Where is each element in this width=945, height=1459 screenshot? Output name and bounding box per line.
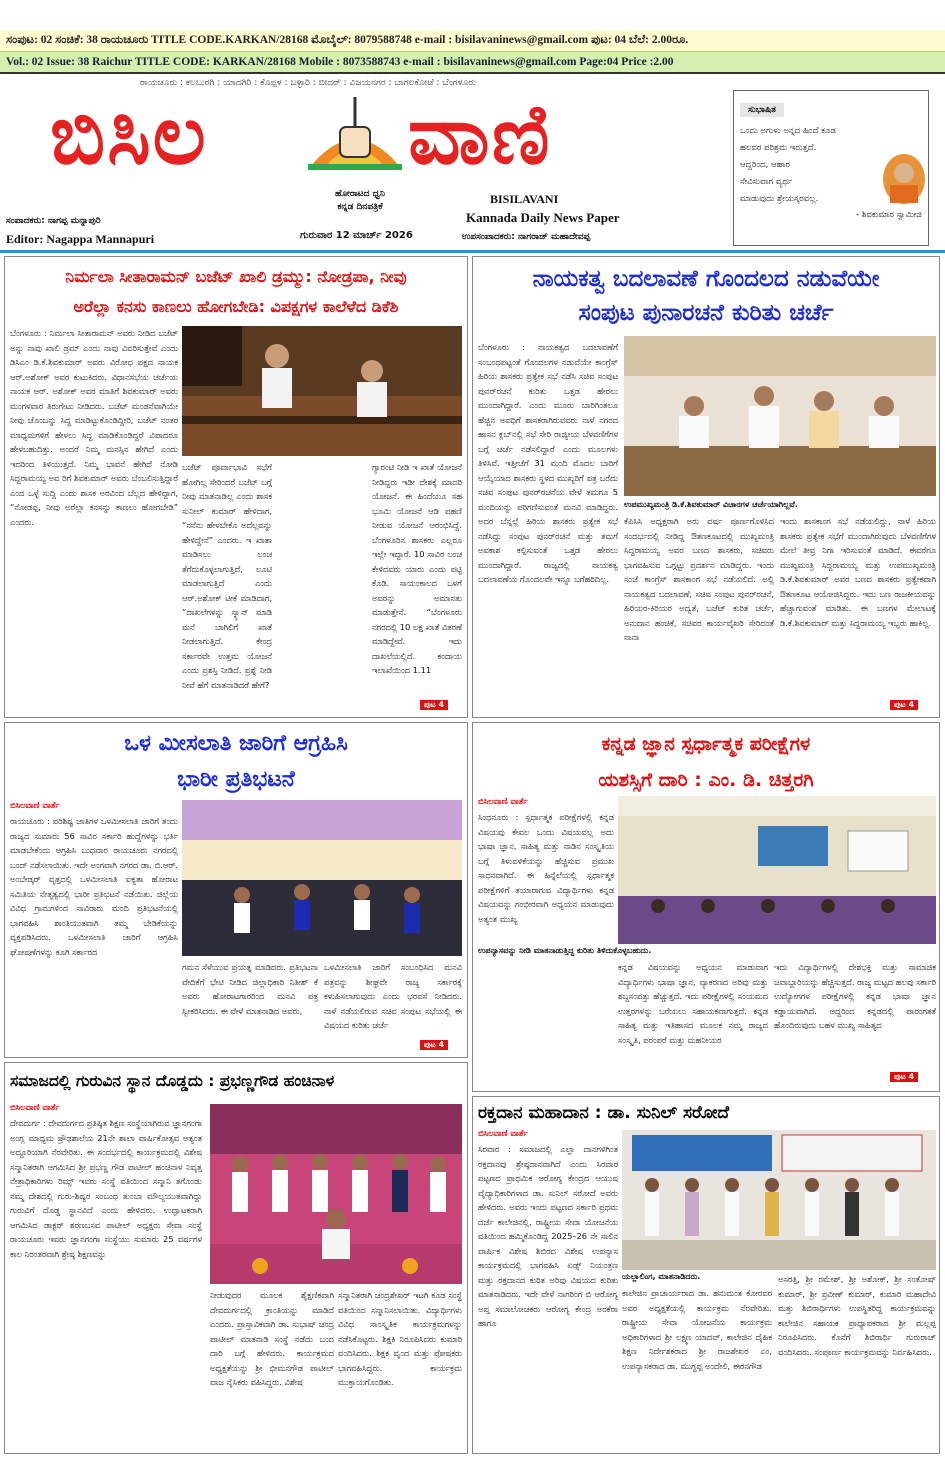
felicitation-photo bbox=[210, 1104, 462, 1284]
headline-line: ಭಾರೀ ಪ್ರತಿಭಟನೆ bbox=[177, 767, 295, 792]
continued-page-tag: ಪುಟ 4 bbox=[420, 700, 448, 710]
cities-line: ರಾಯಚೂರು : ಕಲಬುರಗಿ : ಯಾದಗಿರಿ : ಕೊಪ್ಪಳ : ಬಳ್ಳಾರಿ : ಬೀದರ್ : ವಿಜಯನಗರ : ಬಾಗಲಕೋಟೆ : ಬೆಂಗಳೂರು bbox=[140, 78, 476, 88]
headline-line: ಒಳ ಮೀಸಲಾತಿ ಜಾರಿಗೆ ಆಗ್ರಹಿಸಿ bbox=[124, 731, 348, 756]
headline-line: ನಾಯಕತ್ವ ಬದಲಾವಣೆ ಗೊಂದಲದ ನಡುವೆಯೇ bbox=[532, 266, 880, 292]
article-protest-col1: ರಾಯಚೂರು : ಪರಿಶಿಷ್ಟ ಜಾತಿಗಳ ಒಳಮೀಸಲಾತಿ ಜಾರಿಗೆ ತಂದು ರಾಜ್ಯದ ಸುಮಾರು 56 ಸಾವಿರ ಸರ್ಕಾರಿ ಹುದ್ದೆಗಳನ್ನು ಭರ್ತಿ ಮಾಡಬೇಕೆಂದು ಆಗ್ರಹಿಸಿ ಬುಧವಾರ ರಾಯಚೂರು ನಗರದಲ್ಲಿ ಬಂದ್ ನಡೆಸಲಾಯಿತು. ಇದೇ ಅಂಗವಾಗಿ ನಗರದ ಡಾ. ಬಿ.ಆರ್. ಅಂಬೇಡ್ಕರ್ ವೃತ್ತದಲ್ಲಿ ಒಳಮೀಸಲಾತಿ ಐಕ್ಯತಾ ಹೋರಾಟ ಸಮಿತಿಯ ನೇತೃತ್ವದಲ್ಲಿ ಭಾರೀ ಪ್ರತಿಭಟನೆ ನಡೆಯಿತು. ಜಿಲ್ಲೆಯ ವಿವಿಧ ಗ್ರಾಮಗಳಿಂದ ಸಾವಿರಾರು ಮಂದಿ ಪ್ರತಿಭಟನೆಯಲ್ಲಿ ಭಾಗವಹಿಸಿ ಶಾಂತಿಯುತವಾಗಿ ತಮ್ಮ ಬೇಡಿಕೆಯನ್ನು ವ್ಯಕ್ತಪಡಿಸಿದರು. ಒಳಮೀಸಲಾತಿ ಜಾರಿಗೆ ಆಗ್ರಹಿಸಿ ಘೋಷಣೆಗಳನ್ನು ಕೂಗಿ ಸರ್ಕಾರದ bbox=[10, 816, 178, 957]
article-budget-col3: ಗ್ಯಾರಂಟಿ ನೀಡಿ ಇ ಖಾತೆ ಯೋಜನೆ ನೀಡಿದ್ದರು ಇಡೀ ದೇಶಕ್ಕೆ ಮಾದರಿ ಯೋಜನೆ. ಈ ಹಿಂದೆಯೂ ಸಹ ಭೂಮಿ ಯೋಜನೆ ಆಡಿ ಪಹಣಿ ನೀಡುವ ಯೋಜನೆ ಆರಂಭಿಸಿದ್ದೆ. ಬೆಂಗಳೂರಿನ ಶಾಸಕರು ಎಲ್ಲರೂ ಇಲ್ಲೇ ಇದ್ದಾರೆ. 10 ಸಾವಿರ ಲಂಚ ಕೇಳಿದವರು ಯಾರು ಎಂದು ಪಟ್ಟಿ ಕೊಡಿ. ಸಾಯಂಕಾಲದ ಒಳಗೆ ಅವರನ್ನು ಅಮಾನತು ಮಾಡುತ್ತೇನೆ. “ಬೆಂಗಳೂರು ನಗರದಲ್ಲಿ 10 ಲಕ್ಷ ಖಾತೆ ವಿತರಣೆ ಮಾಡಿದ್ದೇವೆ. ಇದು ದಾಖಲೆಯಲ್ಲಿದೆ. ಕಂದಾಯ ಇಲಾಖೆಯಿಂದ 1.11 bbox=[372, 462, 462, 675]
article-guru-col3: ಸನ್ಮಾನಿತರಾಗಿ ಚಂದ್ರಶೇಖರ್ ಇಟಗಿ ಕೂಡ ಸಂಸ್ಥೆ ವತಿಯಿಂದ ಸನ್ಮಾನಿಸಲಾಯಿತು. ವಿದ್ಯಾರ್ಥಿಗಳು ವಿವಿಧ ಸಾಂಸ್ಕೃತಿಕ ಕಾರ್ಯಕ್ರಮಗಳನ್ನು ನಡೆಸಿಕೊಟ್ಟರು. ಶಿಕ್ಷಕಿ ನಿರೂಪಿಸಿದರು ಕುಮಾರಿ ವಂದಿಸಿದರು. ಶಿಕ್ಷಕ ವೃಂದ ಮತ್ತು ಪೋಷಕರು ಭಾಗವಹಿಸಿದ್ದರು. ಕಾರ್ಯಕ್ರಮ ಮುಕ್ತಾಯಗೊಂಡಿತು. bbox=[338, 1290, 462, 1387]
reporter-byline: ಬಿಸಿಲವಾಣಿ ವಾರ್ತೆ bbox=[478, 1128, 528, 1138]
continued-page-tag: ಪುಟ 4 bbox=[890, 1072, 918, 1082]
masthead-line-english: Vol.: 02 Issue: 38 Raichur TITLE CODE: KARKAN/28168 Mobile : 8073588743 e-mail : bisilavaninews@gmail.com Page:04 Price :2.00 bbox=[0, 52, 945, 74]
classroom-photo bbox=[618, 796, 936, 944]
protest-photo bbox=[182, 800, 462, 956]
article-blood-donation-col2: ಕಾಲೇಜಿನ ಪ್ರಾಚಾರ್ಯರಾದ ಡಾ. ಹನುಮಂತ ಕೋರವರ ಅವರ ಅಧ್ಯಕ್ಷತೆಯಲ್ಲಿ ಕಾರ್ಯಕ್ರಮ ನೆರವೇರಿತು. ರಾಷ್ಟ್ರೀಯ ಸೇವಾ ಯೋಜನೆಯ ಕಾರ್ಯಕ್ರಮ ಅಧಿಕಾರಿಗಳಾದ ಶ್ರೀ ಲಕ್ಷ್ಮಣ ಯಾದವ್, ಕಾಲೇಜಿನ ದೈಹಿಕ ಶಿಕ್ಷಣ ನಿರ್ದೇಶಕರಾದ ಶ್ರೀ ರಾಜಶೇಖರ ಎಂ, ಉಪನ್ಯಾಸಕರಾದ ಡಾ. ಮುಗ್ಧಪ್ಪ ಅಂದೇಲಿ, ಈರನಗೌಡ bbox=[622, 1288, 772, 1371]
article-blood-donation-col3: ಅಸರತ್ತಿ, ಶ್ರೀ ರಮೇಶ್, ಶ್ರೀ ಅಶೋಕ್, ಶ್ರೀ ಸಂತೋಷ್ ಕುಮಾರ್, ಶ್ರೀ ಪ್ರವೀಣ್ ಕುಮಾರ್, ಕುಮಾರಿ ಮಹಾದೇವಿ ಮತ್ತು ಶಿಬಿರಾರ್ಥಿಗಳು ಉಪಸ್ಥಿತರಿದ್ದ ಕಾರ್ಯಕ್ರಮವನ್ನು ಕಾಲೇಜಿನ ಸಹಾಯಕ ಪ್ರಾಧ್ಯಾಪಕರಾದ ಶ್ರೀ ಮಲ್ಲಪ್ಪ ನಿರೂಪಿಸಿದರು. ಕೊನೆಗೆ ಶಿಬಿರಾರ್ಥಿ ಗುರುರಾಜ್ ವಂದಿಸಿದರು. ಸಂಪೂರ್ಣ ಕಾರ್ಯಕ್ರಮವನ್ನು ನಿರ್ವಹಿಸಿದರು. bbox=[778, 1274, 936, 1357]
article-budget-col2b bbox=[278, 460, 368, 712]
blood-donation-photo bbox=[622, 1130, 936, 1270]
exam-caption: ಉಪನ್ಯಾಸವನ್ನು ನೀಡಿ ಮಾತನಾಡುತ್ತಿದ್ದ ಕುರಿತು ತಿಳಿದುಕೊಳ್ಳಬಹುದು. bbox=[478, 946, 652, 955]
sub-editor: ಉಪಸಂಪಾದಕರು: ನಾಗರಾಜ್ ಮಹಾದೇವಪ್ಪ bbox=[462, 232, 591, 242]
quote-line: ಆದ್ದರಿಂದ, ಆಹಾರ bbox=[740, 160, 791, 170]
article-kannada-exam-col1: ಸಿಂಧನೂರು : ಸ್ಪರ್ಧಾತ್ಮಕ ಪರೀಕ್ಷೆಗಳಲ್ಲಿ ಕನ್ನಡ ವಿಷಯವು ಕೇವಲ ಒಂದು ವಿಷಯವಲ್ಲ ಅದು ಭಾಷಾ ಜ್ಞಾನ, ಸಾಹಿತ್ಯ ಮತ್ತು ನಾಡಿನ ಸಂಸ್ಕೃತಿಯ ಬಗ್ಗೆ ತಿಳುವಳಿಕೆಯನ್ನು ಹೆಚ್ಚಿಸುವ ಪ್ರಮುಖ ಸಾಧನವಾಗಿದೆ. ಈ ಹಿನ್ನೆಲೆಯಲ್ಲಿ ಸ್ಪರ್ಧಾತ್ಮಕ ಪರೀಕ್ಷೆಗಳಿಗೆ ತಯಾರಾಗುವ ವಿದ್ಯಾರ್ಥಿಗಳು ಕನ್ನಡ ವಿಷಯವನ್ನು ಗಂಭೀರವಾಗಿ ಅಧ್ಯಯನ ಮಾಡುವುದು ಅತ್ಯಂತ ಮುಖ್ಯ bbox=[478, 812, 614, 924]
headline-line: ನಿರ್ಮಲಾ ಸೀತಾರಾಮನ್ ಬಜೆಟ್ ಖಾಲಿ ಡ್ರಮ್ಮು: ನೋಡ್ರಪಾ, ನೀವು bbox=[65, 267, 407, 286]
article-kannada-exam-col1b bbox=[478, 960, 614, 1086]
editor-kannada: ಸಂಪಾದಕರು: ನಾಗಪ್ಪ ಮನ್ನಾಪುರಿ bbox=[6, 216, 101, 226]
article-protest-col2: ಗಮನ ಸೆಳೆಯುವ ಪ್ರಯತ್ನ ಮಾಡಿದರು. ಪ್ರತಿಭಟನಾ ವೇದಿಕೆಗೆ ಭೇಟಿ ನೀಡಿದ ಜಿಲ್ಲಾಧಿಕಾರಿ ನಿತೀಶ್ ಕೆ ಅವರು ಹೋರಾಟಗಾರರಿಂದ ಮನವಿ ಪತ್ರ ಸ್ವೀಕರಿಸಿದರು. ಈ ವೇಳೆ ಮಾತನಾಡಿದ ಅವರು, bbox=[182, 962, 318, 1016]
article-kannada-exam-headline bbox=[476, 726, 936, 798]
tagline-2: ಕನ್ನಡ ದಿನಪತ್ರಿಕೆ bbox=[337, 202, 383, 212]
logo-right-word: ವಾಣಿ bbox=[408, 88, 552, 183]
headline-line: ಅರೆಲ್ಲಾ ಕನಸು ಕಾಣಲು ಹೋಗಬೇಡಿ: ವಿಪಕ್ಷಗಳ ಕಾಲೆಳೆದ ಡಿಕೆಶಿ bbox=[73, 297, 399, 316]
quote-line: ಸೇವಿಸುವಾಗ ವ್ಯರ್ಥ bbox=[740, 177, 793, 187]
swamiji-portrait bbox=[882, 153, 926, 205]
reporter-byline: ಬಿಸಿಲವಾಣಿ ವಾರ್ತೆ bbox=[10, 1102, 60, 1112]
article-cabinet-col2: ಕೆಪಿಸಿಸಿ ಅಧ್ಯಕ್ಷರಾಗಿ ಅರು ವರ್ಷ ಪೂರ್ಣಗೊಳಿಸಿದ ಸಂದರ್ಭದಲ್ಲಿ ನೀಡಿದ್ದ ಔತಣಕೂಟದಲ್ಲಿ ಮುಖ್ಯಮಂತ್ರಿ ಸಿದ್ದರಾಮಯ್ಯ ಅವರ ಬಣದ ಶಾಸಕರು, ಸಚಿವರು ಭಾಗವಹಿಸುವ ಒಗ್ಗಟ್ಟು ಪ್ರದರ್ಶನ ಮಾಡಿದ್ದರು. ಇಂದು ಸಂಜೆ ಕಾಂಗ್ರೆಸ್ ಶಾಸಕಾಂಗ ಸಭೆ ನಡೆಯಲಿದೆ. ಅಲ್ಲಿ ನಾಯಕತ್ವದ ಬದಲಾವಣೆ, ಸಚಿವ ಸಂಪುಟ ಪುನರ್‌ರಚನೆ, ಹಿರಿಯರ-ಕಿರಿಯರ ಅದ್ವತೆ, ಬಜೆಟ್ ಕುರಿತ ಚರ್ಚೆ, ಅನುದಾನ ಹಂಚಿಕೆ, ಸಚಿವರ ಕಾರ್ಯವೈಖರಿ ಸೇರಿದಂತೆ ನಾನಾ bbox=[624, 516, 774, 642]
article-cabinet-col1: ಬೆಂಗಳೂರು : ನಾಯಕತ್ವದ ಬದಲಾವಣೆಗೆ ಸಂಬಂಧಪಟ್ಟಂತೆ ಗೊಂದಲಗಳ ನಡುವೆಯೇ ಕಾಂಗ್ರೆಸ್ ಹಿರಿಯ ಶಾಸಕರು ಪ್ರತ್ಯೇಕ ಸಭೆ ನಡೆಸಿ ಸಚಿವ ಸಂಪುಟ ಪುನರ್‌ರಚನೆ ಕುರಿತು ಒತ್ತಡ ಹೇರಲು ಮುಂದಾಗಿದ್ದಾರೆ. ಎಂದು ಮೂರು ಬಾರಿಗಿಂತಲೂ ಹೆಚ್ಚಿನ ಅವಧಿಗೆ ಶಾಸಕರಾಗಿರುವವರು ನಾಳೆ ನಗರದ ಹಾಸನ ಕ್ಲಬ್‌ನಲ್ಲಿ ಸಭೆ ಸೇರಿ ರಾಜ್ಯೀಯ ಬೆಳವಣಿಗೆಗಳ ಬಗ್ಗೆ ಚರ್ಚೆ ನಡೆಸಲಿದ್ದಾರೆ ಎಂದು ಮೂಲಗಳು ತಿಳಿಸಿವೆ. ಇತ್ತೀಚೆಗೆ 31 ಮಂದಿ ಮೊದಲ ಬಾರಿಗೆ ಆಯ್ಕೆಯಾದ ಶಾಸಕರು ಸ್ಥಳದ ಮುಖ್ಯರಿಗೆ ಪತ್ರ ಬರೆದು ಸಚಿವ ಸಂಪುಟ ಪುನರ್‌ರಚನೆಯ ವೇಳೆ ತಮಗೂ 5 ಮಂದಿಯನ್ನು ಪರಿಗಣಿಸುವಂತೆ ಮನವಿ ಮಾಡಿದ್ದರು. ಅದರ ಬೆನ್ನಲ್ಲೆ ಹಿರಿಯ ಶಾಸಕರು ಪ್ರತ್ಯೇಕ ಸಭೆ ನಡೆಸಿದ್ದು ಸಂಪುಟ ಪುನರ್‌ರಚನೆ ಮತ್ತು ತಮಗೆ ಅವಕಾಶ ಕಲ್ಪಿಸುವಂತೆ ಒತ್ತಡ ಹೇರಲು ಮುಂದಾಗಿದ್ದಾರೆ. ರಾಜ್ಯದಲ್ಲಿ ನಾಯಕತ್ವ ಬದಲಾವಣೆಯ ಗೊಂದಲವೇ ಇನ್ನೂ ಬಗೆಹರಿದಿಲ್ಲ. bbox=[478, 342, 618, 584]
article-blood-donation-col1: ಸಿರವಾರ : ಸಮಾಜದಲ್ಲಿ ಎಲ್ಲಾ ದಾನಗಳಿಗಿಂತ ರಕ್ತದಾನವು ಶ್ರೇಷ್ಠದಾನವಾಗಿದೆ ಎಂದು ಸಿರವಾರ ಪಟ್ಟಣದ ಪ್ರಾಥಮಿಕ ಆರೋಗ್ಯ ಕೇಂದ್ರದ ಆಯುಷ ವೈದ್ಯಾಧಿಕಾರಿಗಳಾದ ಡಾ. ಸುನಿಲ್ ಸರೋದೆ ಅವರು ಹೇಳಿದರು. ಅವರು ಇಂದು ಪಟ್ಟಣದ ಸರ್ಕಾರಿ ಪ್ರಥಮ ದರ್ಜೆ ಕಾಲೇಜಿನಲ್ಲಿ, ರಾಷ್ಟ್ರೀಯ ಸೇವಾ ಯೋಜನೆಯ ವತಿಯಿಂದ ಹಮ್ಮಿಕೊಂಡಿದ್ದ 2025–26 ನೇ ಸಾಲಿನ ವಾರ್ಷಿಕ ವಿಶೇಷ ಶಿಬಿರದ ವಿಶೇಷ ಉಪನ್ಯಾಸ ಕಾರ್ಯಕ್ರಮದಲ್ಲಿ ಭಾಗವಹಿಸಿ ಏಡ್ಸ್ ನಿಯಂತ್ರಣ ಮತ್ತು ರಕ್ತದಾನದ ಕುರಿತ ಅರಿವು ವಿಷಯದ ಕುರಿತು ಮಾತನಾಡಿದರು. ಇದೇ ವೇಳೆ ನಾಗರಿಂಗ ಬಿ ಆರೋಗ್ಯ ಅಪ್ತ ಸಮಾಲೋಚಕರು ಆರೋಗ್ಯ ಕೇಂದ್ರ ಅರಕೆರಾ ಹಾಗೂ bbox=[478, 1144, 618, 1328]
article-kannada-exam-col3: ಇದು ವಿದ್ಯಾರ್ಥಿಗಳಲ್ಲಿ ದೇಶಭಕ್ತಿ ಮತ್ತು ಸಾಮಾಜಿಕ ಜವಾಬ್ದಾರಿಯನ್ನು ಹೆಚ್ಚಿಸುತ್ತದೆ. ರಾಜ್ಯ ಮಟ್ಟದ ಹಲವು ಸರ್ಕಾರಿ ಉದ್ಯೋಗಗಳ ಪರೀಕ್ಷೆಗಳಲ್ಲಿ ಕನ್ನಡ ಭಾಷಾ ಜ್ಞಾನ ಕಡ್ಡಾಯವಾಗಿದೆ. ಆದ್ದರಿಂದ ಕನ್ನಡದಲ್ಲಿ ಪಾರಂಗತತೆ ಹೊಂದಿರುವುದು ಬಹಳ ಮುಖ್ಯ ಸಾಹಿತ್ಯದ bbox=[774, 962, 936, 1030]
reporter-byline: ಬಿಸಿಲವಾಣಿ ವಾರ್ತೆ bbox=[478, 796, 528, 806]
article-guru-col1: ದೇವದುರ್ಗ : ದೇವದುರ್ಗದ ಪ್ರತಿಷ್ಠಿತ ಶಿಕ್ಷಣ ಸಂಸ್ಥೆಯಾಗಿರುವ ಜ್ಞಾನಗಂಗಾ ಅಂಗ್ಲ ಮಾಧ್ಯಮ ಪ್ರೌಢಶಾಲೆಯ 21ನೇ ಶಾಲಾ ವಾರ್ಷಿಕೋತ್ಸವ ಅತ್ಯಂತ ಅದ್ದೂರಿಯಾಗಿ ನೆರವೇರಿತು. ಈ ಸಂದರ್ಭದಲ್ಲಿ ಕಾರ್ಯಕ್ರಮದಲ್ಲಿ ವಿಶೇಷ ಸನ್ಮಾನಿತರಾಗಿ ಆಗಮಿಸಿದ ಶ್ರೀ ಪ್ರಭಣ್ಣ ಗೌಡ ಪಾಟೀಲ್ ಹಂಚಿನಾಳ ನಿವೃತ್ತ ನೇತ್ರಾಧಿಕಾರಿಗಳು ರಿಮ್ಸ್ ಇವರು ಸಂಸ್ಥೆ ವತಿಯಿಂದ ಸನ್ಮಾನಿ ತಗೊಂಡು ನಮ್ಮ ದೇಶದಲ್ಲಿ ಗುರು-ಶಿಷ್ಯರ ಸಂಬಂಧ ತುಂಬಾ ಮೌಲ್ಯಯುತವಾಗಿದ್ದು ಗುರುವಿಗೆ ದೊಡ್ಡ ಸ್ಥಾನವಿದೆ ಎಂದು ಹೇಳಿದರು. ಉದ್ಘಾಟಕರಾಗಿ ಆಗಮಿಸಿದ ಡಾಕ್ಟರ್ ಶರಣಬಸವ ಪಾಟೀಲ್ ಅಧ್ಯಕ್ಷರು ಸೇವಾ ಸಂಸ್ಥೆ ರಾಯಚೂರು ಇವರು ಜ್ಞಾನಗಂಗಾ ಸಂಸ್ಥೆಯು ಸುಮಾರು 25 ವರ್ಷಗಳ ಕಾಲ ನಿರಂತರವಾಗಿ ಶ್ರೇಷ್ಠ ಶಿಕ್ಷಣವನ್ನು bbox=[10, 1118, 202, 1259]
english-subtitle: Kannada Daily News Paper bbox=[466, 210, 620, 225]
article-protest-col3: ಒಳಮೀಸಲಾತಿ ಜಾರಿಗೆ ಸಂಬಂಧಿಸಿದ ಮನವಿ ಪತ್ರವನ್ನು ಶೀಘ್ರವೇ ರಾಜ್ಯ ಸರ್ಕಾರಕ್ಕೆ ಕಳುಹಿಸಲಾಗುವುದು ಎಂದು ಭರವಸೆ ನೀಡಿದರು. ನಾಳೆ ನಡೆಯಲಿರುವ ಸಚಿವ ಸಂಪುಟ ಸಭೆಯಲ್ಲಿ ಈ ವಿಷಯದ ಕುರಿತು ಚರ್ಚೆ bbox=[324, 962, 462, 1030]
continued-page-tag: ಪುಟ 4 bbox=[420, 1040, 448, 1050]
article-budget-headline bbox=[8, 262, 464, 322]
article-blood-donation-headline: ರಕ್ತದಾನ ಮಹಾದಾನ : ಡಾ. ಸುನಿಲ್ ಸರೋದೆ bbox=[478, 1103, 730, 1123]
blood-caption: ಯಲ್ಲಾಲಿಂಗ, ಮಾತನಾಡಿದರು. bbox=[622, 1272, 701, 1281]
quote-line: ಹಲವರ ಪರಿಶ್ರಮ ಇರುತ್ತದೆ. bbox=[740, 143, 817, 153]
reporter-byline: ಬಿಸಿಲವಾಣಿ ವಾರ್ತೆ bbox=[10, 800, 60, 810]
article-budget-col1: ಬೆಂಗಳೂರು : ನಿರ್ಮಲಾ ಸೀತಾರಾಮನ್ ಅವರು ನೀಡಿದ ಬಜೆಟ್ ಅನ್ನು ನಾವು ಖಾಲಿ ಡ್ರಮ್ ಎಂದು ನಾವು ವಿವರಿಸುತ್ತೇವೆ ಎಂದು ಡಿಸಿಎಂ ಡಿ.ಕೆ.ಶಿವಕುಮಾರ್ ಅವರು ವಿರೋಧ ಪಕ್ಷದ ನಾಯಕ ಆರ್.ಅಶೋಕ್ ಅವರ ಕುಟುಕಿದರು. ವಿಧಾನಸಭೆಯ ಚರ್ಚೆಯ ನಾಯಕ ಆರ್. ಅಶೋಕ್ ಅವರ ಮಾತಿಗೆ ಶಿವಕುಮಾರ್ ಅವರು ಮಂಗಳವಾರ ತಿರುಗೇಟು ನೀಡಿದರು. ಬಜೆಟ್ ಮಂಡನೆವಾಗಿಯೇ ನೀವು ಚೊಂಬನ್ನು ಸಿದ್ಧ ಮಾಡಿಟ್ಟುಕೊಂಡಿದ್ದೀರಿ, ಬಜೆಟ್ ನಂತರ ಮಾಧ್ಯಮಗಳಿಗೆ ಹೇಳಲು ಸಿದ್ಧ ಮಾಡಿಕೊಂಡಿದ್ದರೆ ವಿಪಾದರೂ ಹೇಳಬಹುದಿತ್ತು. ಅಂದರೆ ನಿಮ್ಮ ಮನಸ್ಸಿನ ಹೇಗಿದೆ ಎಂದು ಇದರಿಂದ ತಿಳಿಯುತ್ತದೆ. ನಿಮ್ಮ ಭಾವನೆ ಹೇಗಿದೆ ನೋಡಿ ಸಿದ್ದರಾಮಯ್ಯ ಅವ ರಿಗೆ ಶಿವಕುಮಾರ್ ಅವರು ಬೆಂಬಲಿಸುತ್ತಿದ್ದಾರೆ ಎಂದ ಒಳ್ಳೆ ಸುದ್ದಿ ಎಂದು ಶಾಸಕ ಅರವಿಂದ ಬೆಲ್ಲದ ಹೇಳಿದ್ದಾಗ, “ನೋಡಪ್ಪ, ನೀವು ಅರೆಲ್ಲಾ ಕನಸನ್ನು ಕಾಣಲು ಹೋಗಬೇಡಿ” ಎಂದರು. bbox=[10, 328, 178, 527]
article-cabinet-headline bbox=[476, 262, 936, 330]
quote-line: ಮಾಡುವುದು ಶ್ರೇಯಸ್ಕರವಲ್ಲ. bbox=[740, 194, 819, 204]
quote-line: ಒಂದು ಅಗುಳು ಅನ್ನದ ಹಿಂದೆ ಕೂಡ bbox=[740, 126, 836, 136]
issue-date: ಗುರುವಾರ 12 ಮಾರ್ಚ್ 2026 bbox=[300, 230, 413, 241]
cabinet-meeting-photo bbox=[624, 336, 936, 496]
masthead-line-kannada: ಸಂಪುಟ: 02 ಸಂಚಿಕೆ: 38 ರಾಯಚೂರು TITLE CODE.KARKAN/28168 ಮೊಬೈಲ್: 8079588748 e-mail : bisilavaninews@gmail.com ಪುಟ: 04 ಬೆಲೆ: 2.00ರೂ. bbox=[0, 30, 945, 52]
article-budget-col2: ಬಜೆಟ್ ಪೂರ್ವಾಭಾವಿ ಸಭೆಗೆ ಹೋಗಿಲ್ಲ ಸೇರಿಂದರೆ ಬಜೆಟ್ ಬಗ್ಗೆ ನೀವು ಮಾತನಾಡಿಲ್ಲ ಎಂದು ಶಾಸಕ ಸುನೀಲ್ ಕುಮಾರ್ ಹೇಳಿದಾಗ, “ನನೆನು ಹೇಳಬೇಕೊ ಅದೆಲ್ಲವನ್ನು ಹೇಳಿದ್ದೇನೆ” ಎಂದರು. ಇ ಖಾತಾ ಮಾಡಿಸಲು ಲಂಚ ತೆಗೆದುಕೊಳ್ಳಲಾಗುತ್ತಿದೆ, ಲೂಟಿ ಮಾಡಲಾಗುತ್ತಿದೆ ಎಂದು ಆರ್.ಅಶೋಕ್ ಟೀಕೆ ಮಾಡಿದಾಗ, “ದಾಖಲೆಗಳನ್ನು ಸ್ಕ್ಯಾನ್ ಮಾಡಿ ಮನೆ ಬಾಗಿಲಿಗೆ ಖಾತೆ ನೀಡಲಾಗುತ್ತಿದೆ. ಕೇಂದ್ರ ಸರ್ಕಾರವೇ ಉತ್ತಮ ಯೋಜನೆ ಎಂದು ಪ್ರಶಸ್ತಿ ನೀಡಿದೆ. ಪ್ರಶ್ನೆ ನೀಡಿ ನೀವೆ ಹೆಗೆ ಮಾತನಾಡಿದರೆ ಹೇಗೆ? bbox=[182, 462, 272, 690]
fist-pen-logo bbox=[300, 92, 410, 182]
quote-title: ಸುಭಾಷಿತ bbox=[740, 103, 784, 117]
quote-box bbox=[733, 90, 929, 246]
headline-line: ಯಶಸ್ಸಿಗೆ ದಾರಿ : ಎಂ. ಡಿ. ಚಿತ್ತರಗಿ bbox=[598, 769, 814, 791]
article-protest-headline bbox=[8, 726, 464, 798]
quote-author: - ಶಿವಕುಮಾರ ಸ್ವಾಮೀಜಿ bbox=[855, 210, 922, 220]
assembly-photo bbox=[182, 326, 462, 456]
headline-line: ಕನ್ನಡ ಜ್ಞಾನ ಸ್ಪರ್ಧಾತ್ಮಕ ಪರೀಕ್ಷೆಗಳ bbox=[601, 733, 811, 755]
logo-left-word: ಬಿಸಿಲ bbox=[50, 88, 208, 183]
article-kannada-exam-col2: ಕನ್ನಡ ವಿಷಯವನ್ನು ಅಧ್ಯಯನ ಮಾಡುವಾಗ ವಿದ್ಯಾರ್ಥಿಗಳು ಭಾಷಾ ಜ್ಞಾನ, ವ್ಯಾಕರಣದ ಅರಿವು ಮತ್ತು ಶಬ್ದಸಂಪತ್ತು ಹೆಚ್ಚುತ್ತದೆ. ಇದು ಪರೀಕ್ಷೆಗಳಲ್ಲಿ ಸಂಯಮದ ಉತ್ತರಗಳನ್ನು ಬರೆಯಲು ಸಹಾಯಕವಾಗುತ್ತದೆ. ಕನ್ನಡ ಸಾಹಿತ್ಯ ಮತ್ತು ಇತಿಹಾಸದ ಮೂಲಕ ನಮ್ಮ ರಾಜ್ಯದ ಸಂಸ್ಕೃತಿ, ಪರಂಪರೆ ಮತ್ತು ಮಹನೀಯರ bbox=[618, 962, 768, 1045]
tagline-1: ಹೋರಾಟದ ಧ್ವನಿ bbox=[334, 189, 386, 199]
english-name: BISILAVANI bbox=[490, 192, 559, 206]
cabinet-caption: ಉಪಮುಖ್ಯಮಂತ್ರಿ ಡಿ.ಕೆ.ಶಿವಕುಮಾರ್ ವಿಚಾರಗಳ ಚರ್ಚೆಯಾಗಿಲ್ಲವೆ. bbox=[624, 500, 798, 509]
headline-line: ಸಂಪುಟ ಪುನಾರಚನೆ ಕುರಿತು ಚರ್ಚೆ bbox=[578, 300, 834, 326]
article-cabinet-col3: ಇಂದು ಶಾಸಕಾಂಗ ಸಭೆ ನಡೆಯಲಿದ್ದು, ನಾಳೆ ಹಿರಿಯ ಶಾಸಕರು ಪ್ರತ್ಯೇಕ ಸಭೆಗೆ ಮುಂದಾಗಿರುವುದು ಬೆಳವಣಿಗೆಗಳ ಮೇಲೆ ತೀವ್ರ ನಿಗಾ ಇರಿಸುವಂತೆ ಮಾಡಿದೆ. ಈವರೆಗೂ ಮುಖ್ಯಮಂತ್ರಿ ಸಿದ್ದರಾಮಯ್ಯ ಮತ್ತು ಉಪಮುಖ್ಯಮಂತ್ರಿ ಡಿ.ಕೆ.ಶಿವಕುಮಾರ್ ಅವರ ಬಣದ ಶಾಸಕರು ಪ್ರತ್ಯೇಕವಾಗಿ ಔತಣಕೂಟ ಆಯೋಜಿಸಿದ್ದರು. ಇದು ಬಣ ರಾಜಕೀಯವನ್ನು ಹೆಚ್ಚಾಗುವಂತೆ ಮಾಡಿತು. ಈ ಬಣಗಳ ಮೇಲಾಟಕ್ಕೆ ಡಿ.ಕೆ.ಶಿವಕುಮಾರ್ ಮತ್ತು ಸಿದ್ದರಾಮಯ್ಯ ಇಬ್ಬರು ಹಾಕಿಲ್ಲ. bbox=[780, 516, 936, 628]
article-guru-headline: ಸಮಾಜದಲ್ಲಿ ಗುರುವಿನ ಸ್ಥಾನ ದೊಡ್ಡದು : ಪ್ರಭಣ್ಣಗೌಡ ಹಂಚಿನಾಳ bbox=[10, 1072, 335, 1090]
masthead-divider bbox=[0, 250, 945, 253]
editor-english: Editor: Nagappa Mannapuri bbox=[6, 232, 155, 246]
article-guru-col2: ನೀಡುವುದರ ಮೂಲಕ ಶೈಕ್ಷಣಿಕವಾಗಿ ದೇವದುರ್ಗದಲ್ಲಿ ಕ್ರಾಂತಿಯನ್ನು ಮಾಡಿದೆ ಎಂದರು. ಪ್ರಾಸ್ತಾವಿಕವಾಗಿ ಡಾ. ಸುಭಾಷ್ ಚಂದ್ರ ಪಾಟೀಲ್ ಮಾತನಾಡಿ ಸಂಸ್ಥೆ ನಡೆದು ಬಂದ ದಾರಿ ಬಗ್ಗೆ ಹೇಳಿದರು. ಕಾರ್ಯಕ್ರಮದ ಅಧ್ಯಕ್ಷತೆಯನ್ನು ಶ್ರೀ ಭೀಮನಗೌಡ ಪಾಟೀಲ್ ವಾಜ ನೈಸಿಕರು ವಹಿಸಿದ್ದರು. ವಿಶೇಷ bbox=[210, 1290, 334, 1387]
tagline bbox=[320, 188, 400, 214]
continued-page-tag: ಪುಟ 4 bbox=[890, 700, 918, 710]
